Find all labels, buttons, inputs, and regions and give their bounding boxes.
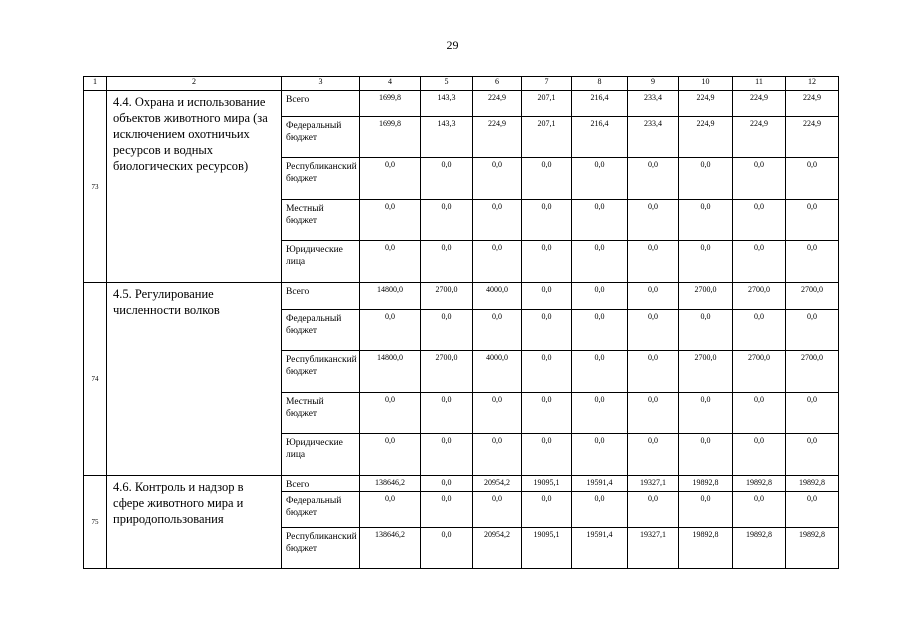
value-cell: 0,0 — [360, 158, 421, 200]
value-cell: 0,0 — [473, 241, 522, 283]
value-cell: 1699,8 — [360, 91, 421, 117]
value-cell: 0,0 — [733, 158, 786, 200]
value-cell: 216,4 — [572, 117, 628, 158]
table-row — [84, 476, 839, 492]
row-index: 75 — [84, 476, 107, 569]
value-cell: 19892,8 — [786, 476, 839, 492]
value-cell: 0,0 — [786, 158, 839, 200]
value-cell: 216,4 — [572, 91, 628, 117]
value-cell: 0,0 — [733, 492, 786, 528]
value-cell: 0,0 — [628, 351, 679, 393]
value-cell: 0,0 — [421, 158, 473, 200]
value-cell: 19892,8 — [679, 476, 733, 492]
value-cell: 2700,0 — [733, 351, 786, 393]
value-cell: 0,0 — [572, 283, 628, 310]
value-cell: 2700,0 — [679, 283, 733, 310]
funding-source: Местный бюджет — [282, 200, 360, 241]
value-cell: 0,0 — [628, 283, 679, 310]
funding-source: Республиканский бюджет — [282, 351, 360, 393]
funding-source: Всего — [282, 283, 360, 310]
value-cell: 143,3 — [421, 91, 473, 117]
value-cell: 19892,8 — [733, 528, 786, 569]
column-header: 7 — [522, 77, 572, 91]
column-header: 8 — [572, 77, 628, 91]
column-header: 1 — [84, 77, 107, 91]
value-cell: 19327,1 — [628, 476, 679, 492]
value-cell: 0,0 — [733, 310, 786, 351]
value-cell: 233,4 — [628, 91, 679, 117]
header-row — [84, 77, 839, 91]
value-cell: 0,0 — [421, 241, 473, 283]
value-cell: 224,9 — [786, 91, 839, 117]
value-cell: 0,0 — [421, 492, 473, 528]
column-header: 3 — [282, 77, 360, 91]
activity-name: 4.5. Регулирование численности волков — [107, 283, 282, 476]
value-cell: 19892,8 — [786, 528, 839, 569]
funding-source: Федеральный бюджет — [282, 310, 360, 351]
column-header: 2 — [107, 77, 282, 91]
funding-source: Юридические лица — [282, 434, 360, 476]
value-cell: 0,0 — [360, 310, 421, 351]
funding-source: Федеральный бюджет — [282, 117, 360, 158]
value-cell: 0,0 — [522, 393, 572, 434]
value-cell: 0,0 — [679, 158, 733, 200]
funding-source: Республиканский бюджет — [282, 158, 360, 200]
table-row — [84, 91, 839, 117]
value-cell: 0,0 — [572, 158, 628, 200]
value-cell: 19095,1 — [522, 528, 572, 569]
funding-source: Всего — [282, 476, 360, 492]
value-cell: 0,0 — [473, 434, 522, 476]
value-cell: 0,0 — [473, 393, 522, 434]
value-cell: 0,0 — [421, 393, 473, 434]
value-cell: 224,9 — [786, 117, 839, 158]
value-cell: 0,0 — [473, 492, 522, 528]
funding-source: Республиканский бюджет — [282, 528, 360, 569]
value-cell: 207,1 — [522, 117, 572, 158]
value-cell: 0,0 — [421, 528, 473, 569]
value-cell: 19591,4 — [572, 476, 628, 492]
value-cell: 224,9 — [473, 117, 522, 158]
value-cell: 0,0 — [733, 434, 786, 476]
value-cell: 19892,8 — [733, 476, 786, 492]
value-cell: 0,0 — [733, 241, 786, 283]
funding-source: Юридические лица — [282, 241, 360, 283]
column-header: 12 — [786, 77, 839, 91]
value-cell: 0,0 — [473, 200, 522, 241]
value-cell: 0,0 — [572, 241, 628, 283]
value-cell: 0,0 — [628, 241, 679, 283]
value-cell: 0,0 — [786, 241, 839, 283]
value-cell: 0,0 — [733, 393, 786, 434]
value-cell: 2700,0 — [679, 351, 733, 393]
row-index: 74 — [84, 283, 107, 476]
value-cell: 0,0 — [421, 200, 473, 241]
value-cell: 19892,8 — [679, 528, 733, 569]
value-cell: 0,0 — [421, 476, 473, 492]
value-cell: 224,9 — [733, 117, 786, 158]
value-cell: 207,1 — [522, 91, 572, 117]
column-header: 6 — [473, 77, 522, 91]
value-cell: 2700,0 — [421, 351, 473, 393]
value-cell: 0,0 — [679, 434, 733, 476]
budget-table — [83, 76, 839, 569]
value-cell: 1699,8 — [360, 117, 421, 158]
value-cell: 0,0 — [786, 200, 839, 241]
value-cell: 0,0 — [522, 492, 572, 528]
value-cell: 0,0 — [679, 492, 733, 528]
value-cell: 0,0 — [628, 492, 679, 528]
value-cell: 0,0 — [786, 492, 839, 528]
activity-name: 4.4. Охрана и использование объектов животного мира (за исключением охотничьих ресурсов и водных биологических ресурсов) — [107, 91, 282, 283]
value-cell: 0,0 — [679, 310, 733, 351]
value-cell: 0,0 — [473, 310, 522, 351]
value-cell: 20954,2 — [473, 528, 522, 569]
value-cell: 2700,0 — [733, 283, 786, 310]
value-cell: 0,0 — [628, 393, 679, 434]
value-cell: 143,3 — [421, 117, 473, 158]
value-cell: 2700,0 — [786, 351, 839, 393]
column-header: 9 — [628, 77, 679, 91]
value-cell: 0,0 — [572, 310, 628, 351]
value-cell: 0,0 — [786, 310, 839, 351]
value-cell: 0,0 — [522, 158, 572, 200]
value-cell: 0,0 — [421, 434, 473, 476]
value-cell: 0,0 — [522, 200, 572, 241]
value-cell: 14800,0 — [360, 283, 421, 310]
value-cell: 0,0 — [473, 158, 522, 200]
funding-source: Всего — [282, 91, 360, 117]
value-cell: 138646,2 — [360, 476, 421, 492]
value-cell: 233,4 — [628, 117, 679, 158]
value-cell: 224,9 — [733, 91, 786, 117]
value-cell: 0,0 — [572, 393, 628, 434]
value-cell: 224,9 — [679, 91, 733, 117]
value-cell: 0,0 — [360, 434, 421, 476]
value-cell: 0,0 — [572, 492, 628, 528]
value-cell: 4000,0 — [473, 283, 522, 310]
column-header: 10 — [679, 77, 733, 91]
column-header: 4 — [360, 77, 421, 91]
value-cell: 0,0 — [679, 393, 733, 434]
value-cell: 20954,2 — [473, 476, 522, 492]
value-cell: 0,0 — [786, 434, 839, 476]
value-cell: 19591,4 — [572, 528, 628, 569]
value-cell: 14800,0 — [360, 351, 421, 393]
column-header: 11 — [733, 77, 786, 91]
value-cell: 0,0 — [572, 351, 628, 393]
value-cell: 0,0 — [360, 393, 421, 434]
value-cell: 19095,1 — [522, 476, 572, 492]
value-cell: 0,0 — [628, 158, 679, 200]
table-row — [84, 283, 839, 310]
value-cell: 0,0 — [733, 200, 786, 241]
value-cell: 2700,0 — [786, 283, 839, 310]
value-cell: 2700,0 — [421, 283, 473, 310]
funding-source: Федеральный бюджет — [282, 492, 360, 528]
value-cell: 0,0 — [360, 200, 421, 241]
funding-source: Местный бюджет — [282, 393, 360, 434]
value-cell: 0,0 — [522, 351, 572, 393]
column-header: 5 — [421, 77, 473, 91]
value-cell: 4000,0 — [473, 351, 522, 393]
activity-name: 4.6. Контроль и надзор в сфере животного мира и природопользования — [107, 476, 282, 569]
row-index: 73 — [84, 91, 107, 283]
value-cell: 0,0 — [522, 434, 572, 476]
value-cell: 224,9 — [679, 117, 733, 158]
value-cell: 0,0 — [786, 393, 839, 434]
value-cell: 0,0 — [421, 310, 473, 351]
value-cell: 0,0 — [679, 200, 733, 241]
value-cell: 0,0 — [628, 434, 679, 476]
value-cell: 0,0 — [360, 492, 421, 528]
value-cell: 0,0 — [360, 241, 421, 283]
value-cell: 19327,1 — [628, 528, 679, 569]
value-cell: 224,9 — [473, 91, 522, 117]
value-cell: 0,0 — [572, 434, 628, 476]
value-cell: 0,0 — [628, 200, 679, 241]
value-cell: 0,0 — [628, 310, 679, 351]
value-cell: 0,0 — [572, 200, 628, 241]
page-number: 29 — [446, 38, 459, 52]
value-cell: 0,0 — [522, 310, 572, 351]
value-cell: 0,0 — [522, 283, 572, 310]
value-cell: 138646,2 — [360, 528, 421, 569]
value-cell: 0,0 — [679, 241, 733, 283]
value-cell: 0,0 — [522, 241, 572, 283]
